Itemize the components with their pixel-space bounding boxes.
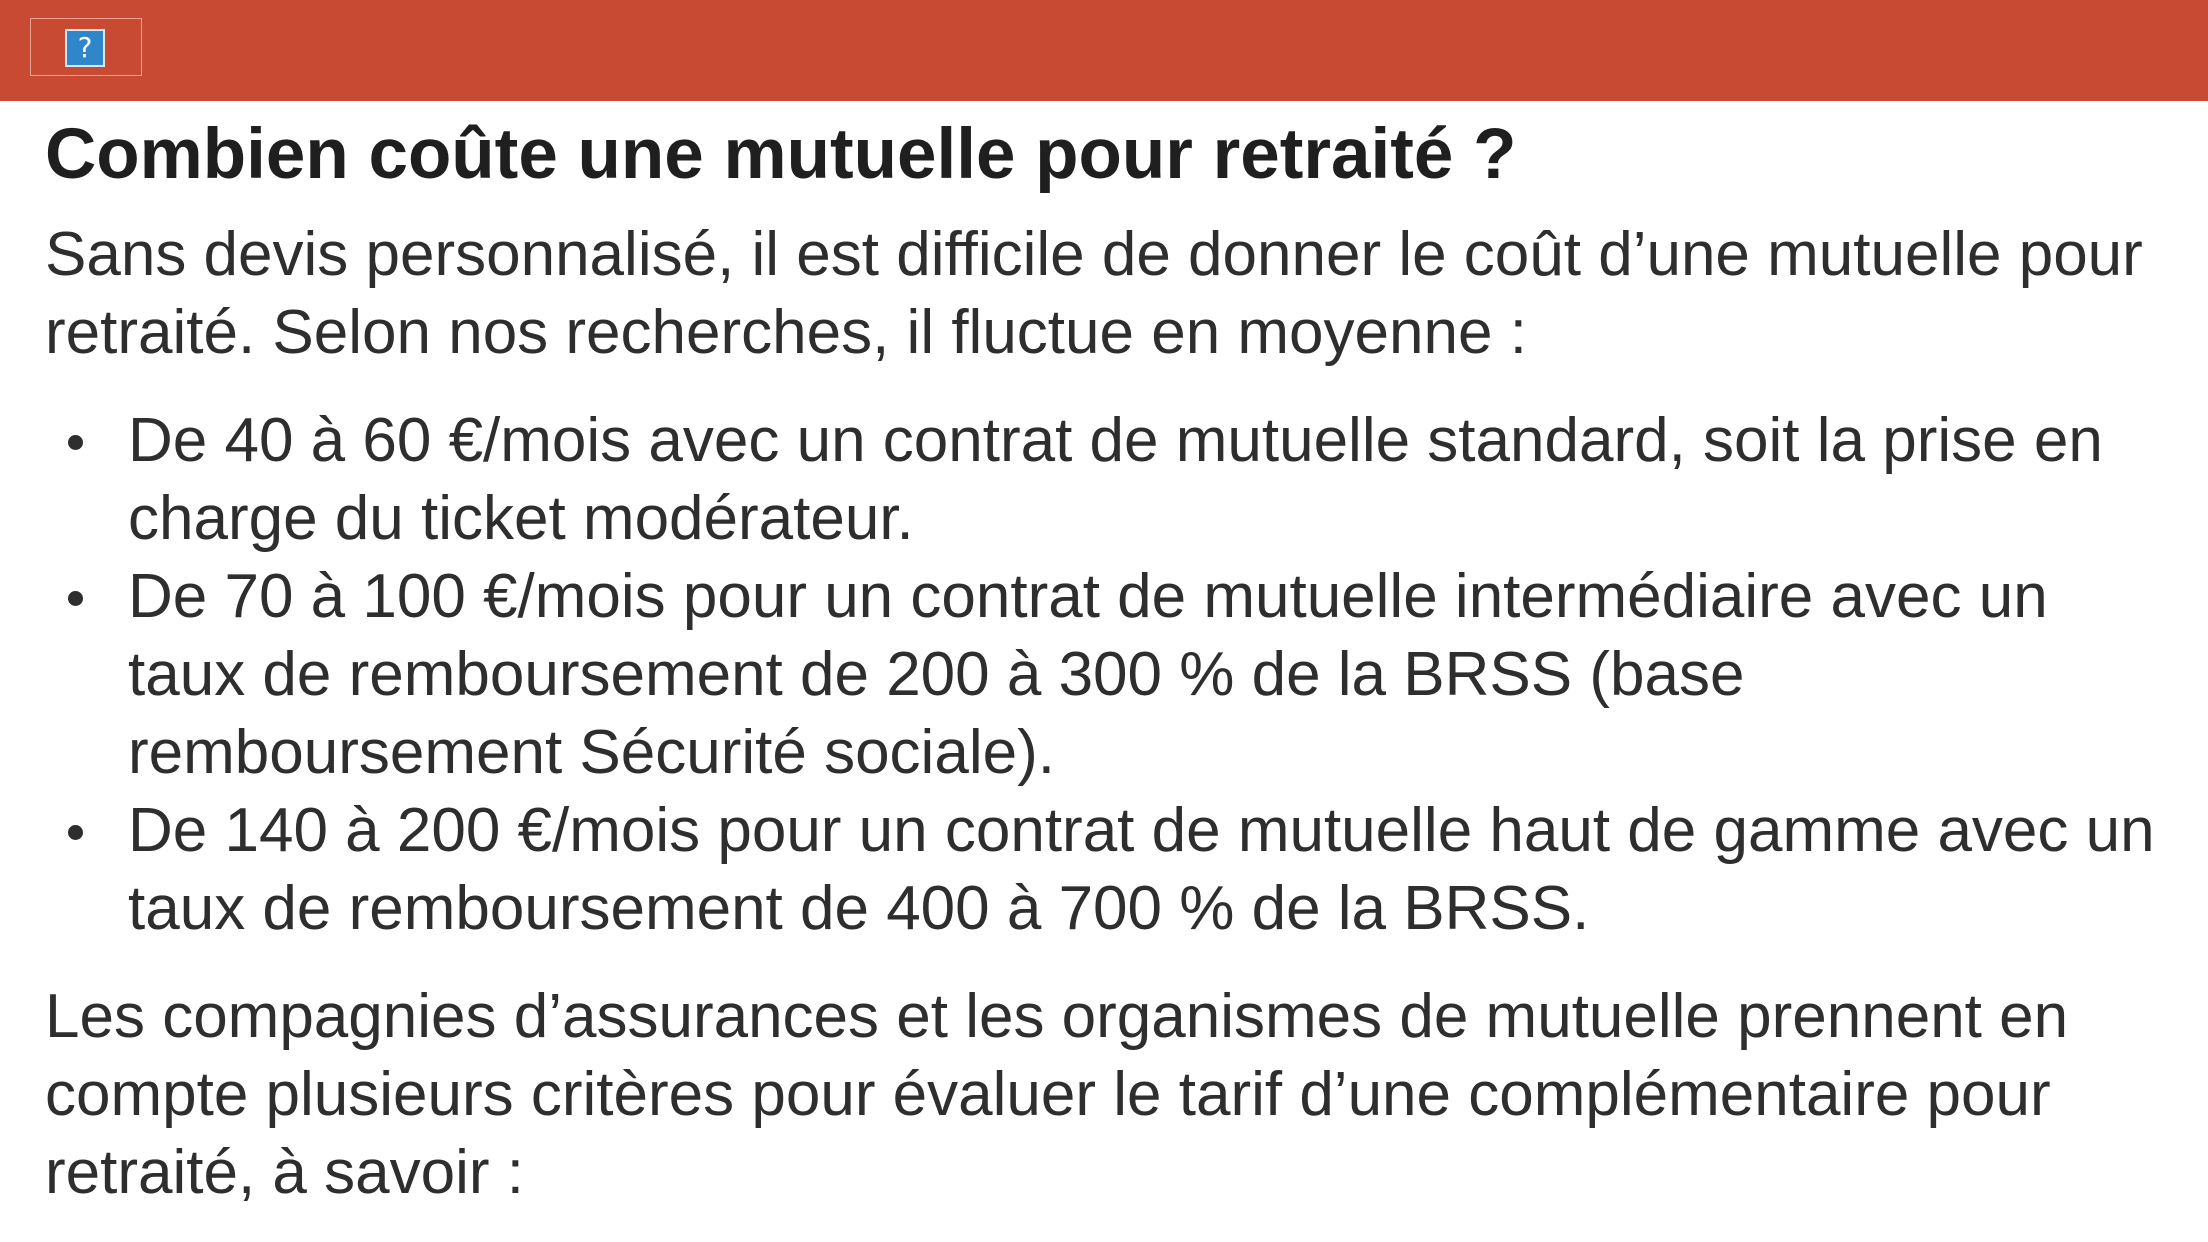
list-item-text: De 140 à 200 €/mois pour un contrat de mutuelle haut de gamme avec un taux de remboursement de 400 à 700 % de la BRSS. <box>128 796 2155 943</box>
image-placeholder[interactable] <box>30 18 142 76</box>
outro-paragraph: Les compagnies d’assurances et les organismes de mutuelle prennent en compte plusieurs critères pour évaluer le tarif d’une complémentaire pour retraité, à savoir : <box>45 982 2069 1207</box>
intro-paragraph: Sans devis personnalisé, il est difficile de donner le coût d’une mutuelle pour retraité. Selon nos recherches, il fluctue en moyenne : <box>45 220 2143 367</box>
top-banner <box>0 0 2208 101</box>
article-body <box>45 108 2175 1212</box>
list-item-text: De 40 à 60 €/mois avec un contrat de mutuelle standard, soit la prise en charge du ticket modérateur. <box>128 406 2103 553</box>
broken-image-icon: ? <box>65 29 105 67</box>
list-item <box>45 402 2175 558</box>
bullet-icon <box>68 825 83 840</box>
bullet-icon <box>68 435 83 450</box>
list-item-text: De 70 à 100 €/mois pour un contrat de mutuelle intermédiaire avec un taux de remboursement de 200 à 300 % de la BRSS (base remboursement Sécurité sociale). <box>128 562 2048 787</box>
list-item <box>45 792 2175 948</box>
list-item <box>45 558 2175 792</box>
price-list <box>45 402 2175 948</box>
page-title: Combien coûte une mutuelle pour retraité ? <box>45 115 1517 194</box>
bullet-icon <box>68 591 83 606</box>
